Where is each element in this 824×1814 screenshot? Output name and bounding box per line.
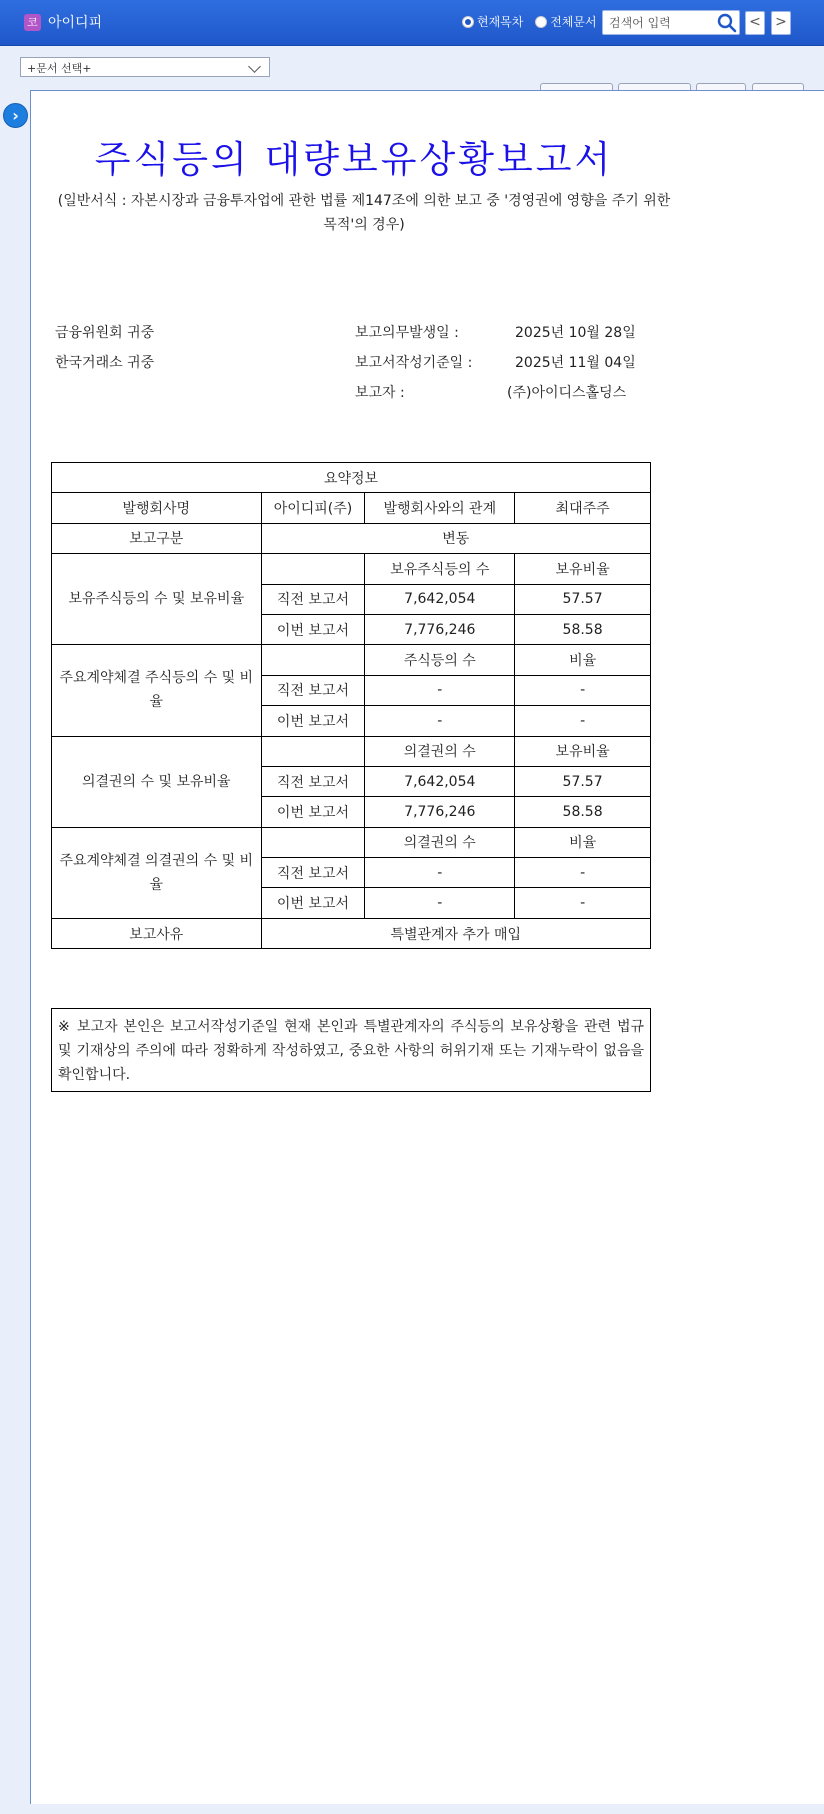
holdings-prev-count: 7,642,054 [365, 584, 515, 614]
search-icon[interactable] [716, 12, 738, 34]
voting-curr-ratio: 58.58 [515, 797, 651, 827]
issuer-label: 발행회사명 [52, 493, 262, 523]
blank-cell [261, 827, 365, 857]
confirmation-notice: ※ 보고자 본인은 보고서작성기준일 현재 본인과 특별관계자의 주식등의 보유상황을 관련 법규 및 기재상의 주의에 따라 정확하게 작성하였고, 중요한 사항의 허위기재 또는 기재누락이 없음을 확인합니다. [51, 1008, 651, 1092]
search-placeholder: 검색어 입력 [609, 16, 671, 30]
voting-prev-ratio: 57.57 [515, 766, 651, 796]
blank-cell [261, 645, 365, 675]
recipient-fsc: 금융위원회 귀중 [55, 325, 155, 341]
contract-voting-col2-header: 비율 [515, 827, 651, 857]
prev-report-label: 직전 보고서 [261, 766, 365, 796]
holdings-label: 보유주식등의 수 및 보유비율 [52, 554, 262, 645]
contract-shares-curr-ratio: - [515, 706, 651, 736]
document-title: 주식등의 대량보유상황보고서 [94, 138, 614, 181]
contract-voting-col1-header: 의결권의 수 [365, 827, 515, 857]
this-report-label: 이번 보고서 [261, 706, 365, 736]
summary-table [51, 462, 651, 949]
this-report-label: 이번 보고서 [261, 888, 365, 918]
this-report-label: 이번 보고서 [261, 797, 365, 827]
contract-shares-prev-count: - [365, 675, 515, 705]
search-next-button[interactable]: > [771, 11, 791, 35]
contract-shares-col2-header: 비율 [515, 645, 651, 675]
search-prev-button[interactable]: < [745, 11, 765, 35]
radio-current-toc-label: 현재목차 [477, 15, 524, 29]
relation-value: 최대주주 [515, 493, 651, 523]
holdings-curr-ratio: 58.58 [515, 614, 651, 644]
table-row [52, 736, 651, 766]
blank-cell [261, 736, 365, 766]
holdings-curr-count: 7,776,246 [365, 614, 515, 644]
company-title: 아이디피 [48, 15, 103, 31]
prev-report-label: 직전 보고서 [261, 584, 365, 614]
document-subtitle: (일반서식 : 자본시장과 금융투자업에 관한 법률 제147조에 의한 보고 중 '경영권에 영향을 주기 위한 목적'의 경우) [57, 193, 671, 233]
holdings-col1-header: 보유주식등의 수 [365, 554, 515, 584]
contract-shares-prev-ratio: - [515, 675, 651, 705]
relation-label: 발행회사와의 관계 [365, 493, 515, 523]
radio-current-toc[interactable] [462, 13, 523, 30]
report-obligation-date: 2025년 10월 28일 [515, 325, 636, 341]
table-row [52, 827, 651, 857]
reason-value: 특별관계자 추가 매입 [261, 918, 650, 948]
voting-col1-header: 의결권의 수 [365, 736, 515, 766]
contract-voting-curr-ratio: - [515, 888, 651, 918]
voting-curr-count: 7,776,246 [365, 797, 515, 827]
report-type-label: 보고구분 [52, 523, 262, 553]
report-base-label: 보고서작성기준일 : [355, 355, 473, 371]
contract-voting-curr-count: - [365, 888, 515, 918]
document-select-dropdown[interactable] [20, 57, 270, 77]
this-report-label: 이번 보고서 [261, 614, 365, 644]
reason-label: 보고사유 [52, 918, 262, 948]
contract-voting-label: 주요계약체결 의결권의 수 및 비율 [52, 827, 262, 918]
report-type-value: 변동 [261, 523, 650, 553]
prev-report-label: 직전 보고서 [261, 858, 365, 888]
report-base-date: 2025년 11월 04일 [515, 355, 636, 371]
contract-voting-prev-ratio: - [515, 858, 651, 888]
holdings-prev-ratio: 57.57 [515, 584, 651, 614]
voting-col2-header: 보유비율 [515, 736, 651, 766]
radio-unselected-icon[interactable] [535, 16, 547, 28]
table-row [52, 463, 651, 493]
table-row [52, 645, 651, 675]
table-row [52, 918, 651, 948]
table-row [52, 554, 651, 584]
sidebar-toggle-chevron-right-icon[interactable]: › [3, 103, 28, 128]
recipient-krx: 한국거래소 귀중 [55, 355, 155, 371]
document-select-value: +문서 선택+ [27, 62, 92, 75]
contract-shares-label: 주요계약체결 주식등의 수 및 비율 [52, 645, 262, 736]
reporter-name: (주)아이디스홀딩스 [507, 385, 627, 401]
radio-all-docs[interactable] [535, 13, 596, 30]
table-row [52, 493, 651, 523]
voting-prev-count: 7,642,054 [365, 766, 515, 796]
scope-radio-group [462, 13, 605, 31]
issuer-value: 아이디피(주) [261, 493, 365, 523]
prev-report-label: 직전 보고서 [261, 675, 365, 705]
holdings-col2-header: 보유비율 [515, 554, 651, 584]
reporter-label: 보고자 : [355, 385, 405, 401]
app-logo-icon: 코 [24, 14, 41, 31]
voting-label: 의결권의 수 및 보유비율 [52, 736, 262, 827]
radio-selected-icon[interactable] [462, 16, 474, 28]
blank-cell [261, 554, 365, 584]
chevron-down-icon [248, 60, 261, 73]
report-obligation-label: 보고의무발생일 : [355, 325, 459, 341]
contract-shares-col1-header: 주식등의 수 [365, 645, 515, 675]
summary-title: 요약정보 [52, 463, 651, 493]
document-viewer [30, 90, 824, 1804]
contract-shares-curr-count: - [365, 706, 515, 736]
contract-voting-prev-count: - [365, 858, 515, 888]
top-header-bar [0, 0, 824, 46]
table-row [52, 523, 651, 553]
radio-all-docs-label: 전체문서 [550, 15, 597, 29]
